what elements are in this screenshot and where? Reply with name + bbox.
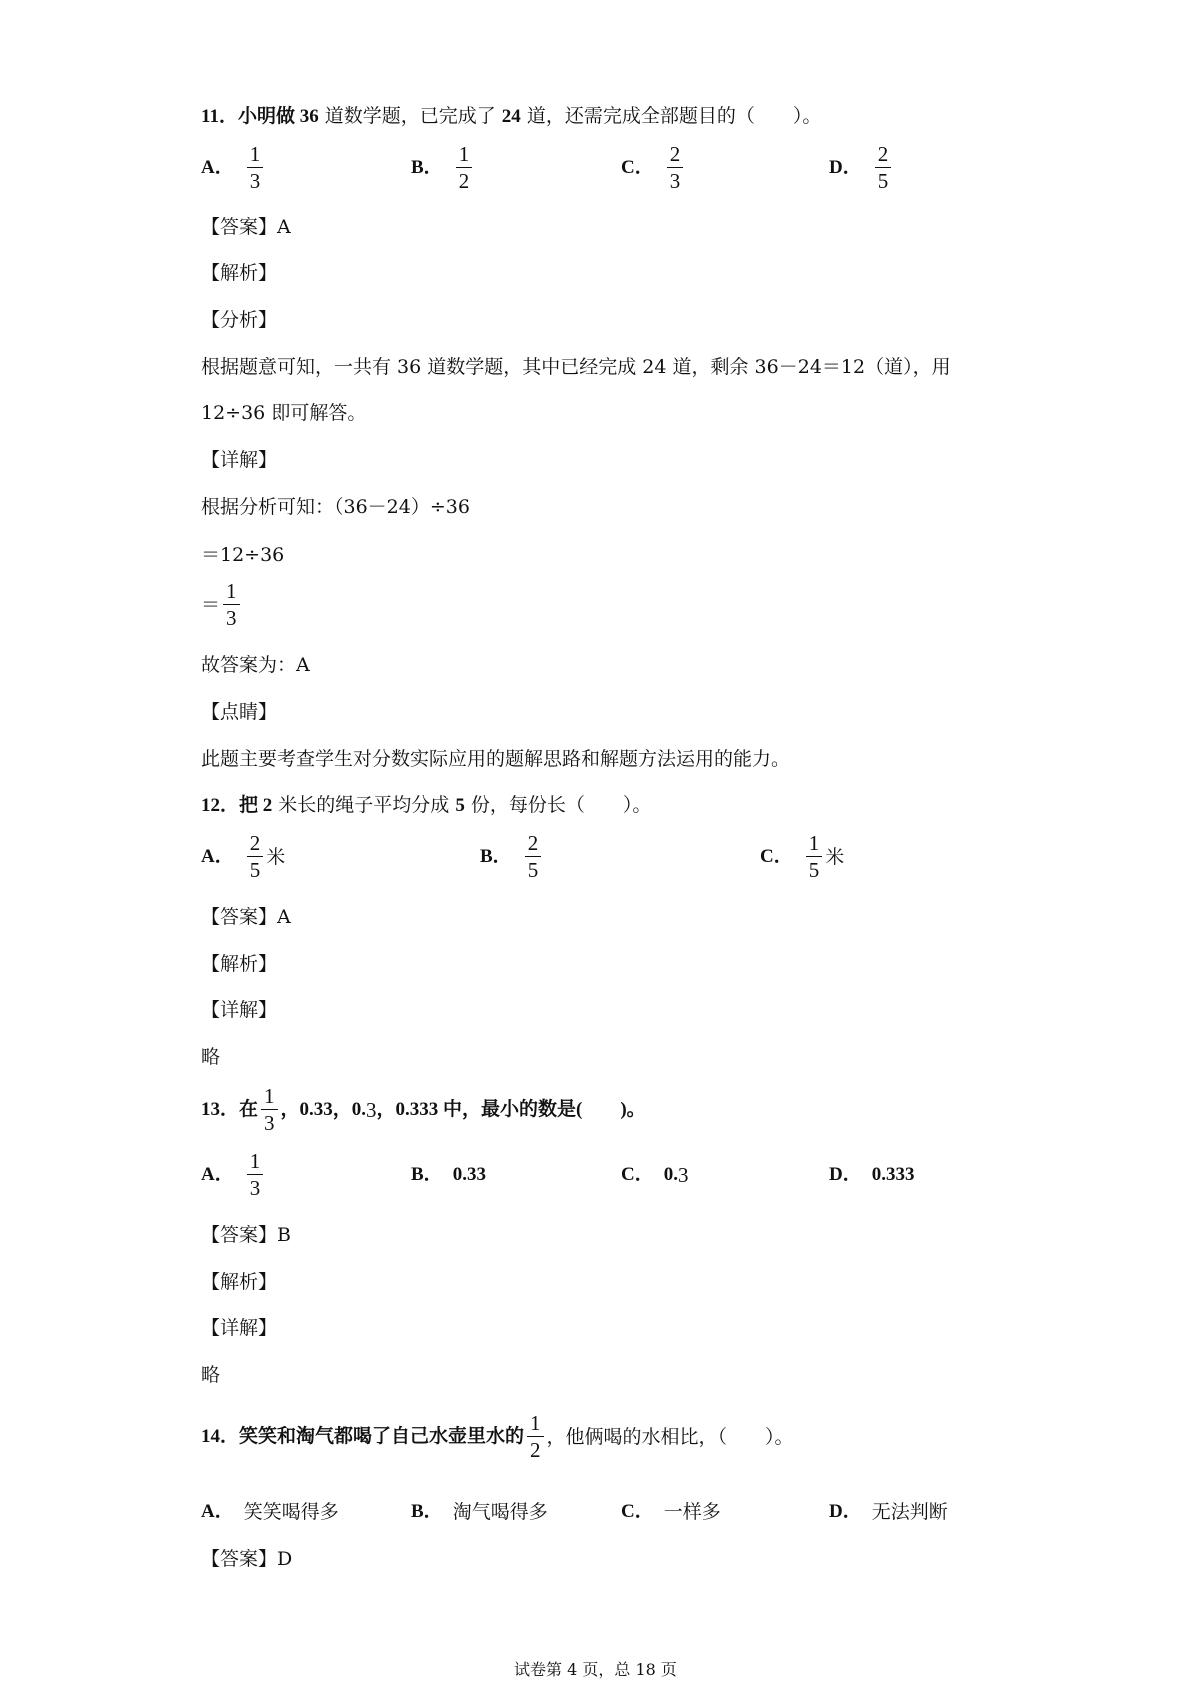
- q13-xiangjie-heading: 【详解】: [201, 1317, 278, 1339]
- q11-answer: 【答案】A: [201, 216, 291, 238]
- q12-option-c: C． $\frac{1}{5}$ 米: [760, 831, 845, 882]
- q12-xiangjie-heading: 【详解】: [201, 999, 278, 1021]
- q13-detail: 略: [201, 1364, 221, 1386]
- q13-option-c: C． 0. 3: [621, 1163, 689, 1187]
- q11-detail-line3: ＝ $\frac{1}{3}$: [201, 580, 243, 629]
- q14-option-b: B． 淘气喝得多: [411, 1501, 548, 1523]
- q13-option-a: A． $\frac{1}{3}$: [201, 1150, 266, 1199]
- q11-comment: 此题主要考查学生对分数实际应用的题解思路和解题方法运用的能力。: [201, 748, 791, 770]
- q12-detail: 略: [201, 1046, 221, 1068]
- q14-answer: 【答案】D: [201, 1548, 293, 1570]
- q14-stem: 14．笑笑和淘气都喝了自己水壶里水的 $\frac{1}{2}$ ，他俩喝的水相比，（ ）。: [201, 1411, 794, 1462]
- q13-option-b: B． 0.33: [411, 1164, 486, 1185]
- q13-option-d: D． 0.333: [829, 1164, 915, 1185]
- q12-answer: 【答案】A: [201, 906, 291, 928]
- q11-option-a: A． $\frac{1}{3}$: [201, 143, 266, 192]
- q12-option-b: B． $\frac{2}{5}$: [480, 832, 544, 881]
- q11-detail-line2: ＝12÷36: [201, 544, 285, 566]
- q11-option-d: D． $\frac{2}{5}$: [829, 143, 894, 192]
- q11-xiangjie-heading: 【详解】: [201, 449, 278, 471]
- q13-jiexi-heading: 【解析】: [201, 1271, 278, 1293]
- q11-option-c: C． $\frac{2}{3}$: [621, 143, 686, 192]
- page-footer: 试卷第 4 页，总 18 页: [514, 1660, 677, 1679]
- q14-option-d: D． 无法判断: [829, 1501, 948, 1523]
- q11-detail-line1: 根据分析可知：（36－24）÷36: [201, 496, 470, 518]
- q11-analysis-line2: 12÷36 即可解答。: [201, 402, 367, 424]
- q11-stem: 11．小明做 36 道数学题，已完成了 24 道，还需完成全部题目的（ ）。: [201, 105, 822, 127]
- q12-jiexi-heading: 【解析】: [201, 953, 278, 975]
- q11-option-b: B． $\frac{1}{2}$: [411, 143, 475, 192]
- q11-dianjing-heading: 【点睛】: [201, 701, 278, 723]
- q11-fenxi-heading: 【分析】: [201, 309, 278, 331]
- q12-option-a: A． $\frac{2}{5}$ 米: [201, 831, 286, 882]
- q11-jiexi-heading: 【解析】: [201, 262, 278, 284]
- q13-repeating-digit: 3: [366, 1097, 377, 1122]
- q12-stem: 12．把 2 米长的绳子平均分成 5 份，每份长（ ）。: [201, 794, 652, 816]
- q11-conclusion: 故答案为：A: [201, 654, 310, 676]
- q13-answer: 【答案】B: [201, 1224, 291, 1246]
- q14-option-c: C． 一样多: [621, 1501, 721, 1523]
- q14-option-a: A． 笑笑喝得多: [201, 1501, 339, 1523]
- q11-analysis-line1: 根据题意可知，一共有 36 道数学题，其中已经完成 24 道，剩余 36－24＝12（道），用: [201, 356, 951, 378]
- q13-stem: 13．在 $\frac{1}{3}$ ，0.33，0. 3 ，0.333 中，最小的数是( )。: [201, 1084, 646, 1135]
